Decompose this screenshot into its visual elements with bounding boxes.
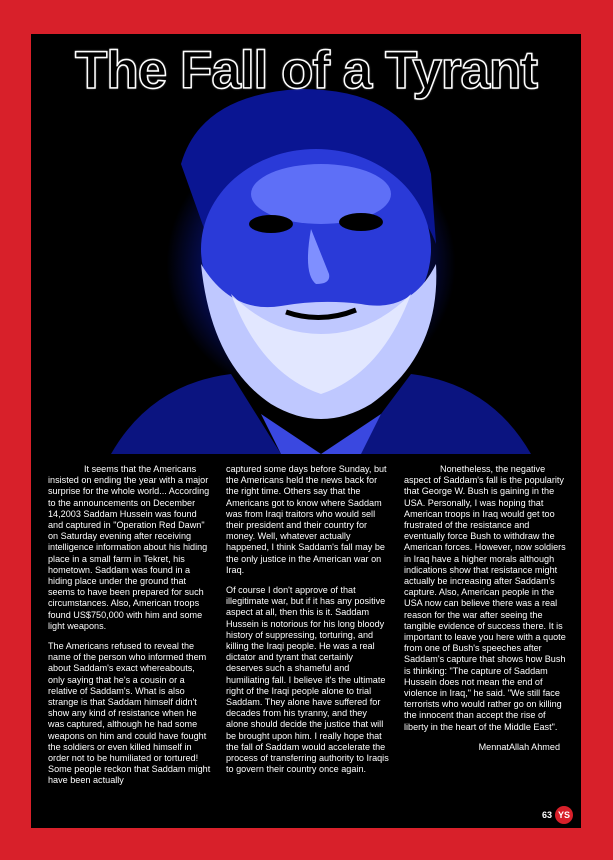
article-column-3: [404, 464, 568, 794]
magazine-page: [31, 34, 581, 828]
paragraph: captured some days before Sunday, but the Americans held the news back for the right time. Others say that the Americans got to know where Saddam was from Iraqi traitors who would sell their president and their country for money. Well, whatever actually happened, I think Saddam's fall may be the only justice in the American war on Iraq.: [226, 464, 387, 575]
article-body: [48, 464, 568, 794]
author-name: MennatAllah Ahmed: [478, 741, 560, 752]
ys-logo-icon: YS: [555, 806, 573, 824]
paragraph: Nonetheless, the negative aspect of Saddam's fall is the popularity that George W. Bush is gaining in the USA. Personally, I was hoping that American troops in Iraq would get too frustrated of the resistance and eventually force Bush to withdraw the American forces. However, now soldiers in Iraq have a higher morals although indications show that resistance might actually be increasing after Saddam's capture. Also, American people in the USA now can believe there was a real reason for the war after seeing the tangible evidence of success there. It is important to leave you here with a quote from one of Bush's speeches after Saddam's capture that shows how Bush is thinking: "The capture of Saddam Hussein does not mean the end of violence in Iraq," he said. "We still face terrorists who would rather go on killing the innocent than accept the rise of liberty in the heart of the Middle East".: [404, 464, 566, 732]
page-footer: [542, 806, 573, 824]
paragraph: The Americans refused to reveal the name of the person who informed them about Saddam's exact whereabouts, only saying that he's a cousin or a relative of Saddam's. What is also strange is that Saddam himself didn't show any kind of resistance when he was captured, although he had some weapons on him and could have fought the soldiers or even killed himself in order not to be humiliated or tortured! Some people reckon that Saddam might have been actually: [48, 641, 211, 786]
paragraph: Of course I don't approve of that illegitimate war, but if it has any positive aspect at all, then this is it. Saddam Hussein is notorious for his long bloody history of suppressing, torturing, and killing the Iraqi people. He was a real dictator and tyrant that certainly deserves such a shameful and humiliating fall. I believe it's the ultimate right of the Iraqi people alone to trial Saddam. They alone have suffered for decades from his tyranny, and they alone should decide the justice that will be brought upon him. I really hope that the fall of Saddam would accelerate the process of transferring authority to Iraqis to govern their country once again.: [226, 585, 389, 775]
article-column-1: [48, 464, 212, 794]
article-title: The Fall of a Tyrant: [75, 41, 537, 100]
article-column-2: [226, 464, 390, 794]
paragraph: It seems that the Americans insisted on ending the year with a major surprise for the whole world... According to the announcements on December 14,2003 Saddam Hussein was found and captured in "Operation Red Dawn" on Saturday evening after receiving intelligence information about his hiding place in a small farm in Tekret, his hometown. Saddam was found in a hiding place under the ground that seems to have been prepared for such circumstances. Also, American troops found US$750,000 with him and some light weapons.: [48, 464, 210, 631]
page-number: 63: [541, 810, 552, 820]
